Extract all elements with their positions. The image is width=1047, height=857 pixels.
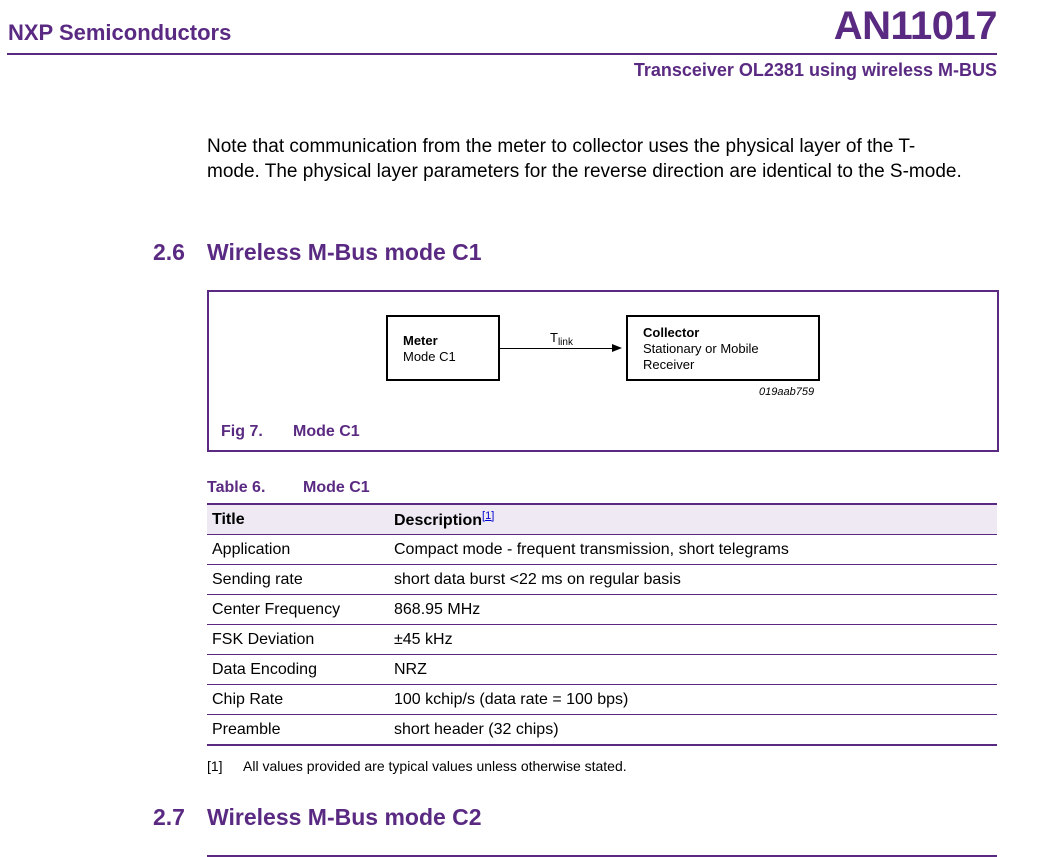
collector-title: Collector [643,325,700,340]
link-label: $T_{link}$ [550,330,573,348]
section-heading-2-7 [153,804,482,831]
table-caption-title: Mode C1 [303,479,370,496]
collector-line-2: Receiver [643,357,695,372]
figure-code: 019aab759 [759,386,815,398]
row-title: Chip Rate [207,685,389,715]
table-footnote [207,758,627,774]
link-arrow-line [500,348,614,349]
table-header-row [207,504,997,535]
figure-caption-title: Mode C1 [293,423,360,440]
meter-title: Meter [403,333,438,348]
table-caption [207,479,370,497]
header-description: Description[1] [389,504,997,535]
row-description: 868.95 MHz [389,595,997,625]
table-row [207,715,997,746]
header-divider [7,53,997,55]
meter-subtitle: Mode C1 [403,349,456,364]
table-row [207,535,997,565]
footnote-text: All values provided are typical values unless otherwise stated. [243,758,627,774]
document-subtitle: Transceiver OL2381 using wireless M-BUS [633,60,997,80]
table-row [207,565,997,595]
row-description: 100 kchip/s (data rate = 100 bps) [389,685,997,715]
collector-line-1: Stationary or Mobile [643,341,759,356]
row-description: NRZ [389,655,997,685]
figure-mode-c1 [207,290,999,452]
intro-paragraph: Note that communication from the meter to collector uses the physical layer of the T-mode. The physical layer parameters for the reverse direction are identical to the S-mode. [207,136,962,182]
row-title: Data Encoding [207,655,389,685]
section-number: 2.6 [153,239,185,265]
company-name: NXP Semiconductors [8,20,232,45]
arrowhead-icon [612,344,622,352]
mode-c1-table [207,503,997,746]
document-id: AN11017 [833,4,997,48]
section-title: Wireless M-Bus mode C2 [207,804,482,830]
footnote-ref: [1] [207,758,223,774]
row-title: Center Frequency [207,595,389,625]
table-caption-label: Table 6. [207,479,266,496]
section-title: Wireless M-Bus mode C1 [207,239,482,265]
table-row [207,625,997,655]
table-row [207,655,997,685]
row-description: short header (32 chips) [389,715,997,746]
row-title: Preamble [207,715,389,746]
figure-caption-label: Fig 7. [221,423,263,440]
collector-block [626,315,820,381]
row-description: short data burst <22 ms on regular basis [389,565,997,595]
table-row [207,685,997,715]
section-heading-2-6 [153,239,482,266]
row-description: ±45 kHz [389,625,997,655]
figure-caption [221,423,360,441]
row-title: Application [207,535,389,565]
row-description: Compact mode - frequent transmission, short telegrams [389,535,997,565]
header-title: Title [207,504,389,535]
meter-block [386,315,500,381]
row-title: Sending rate [207,565,389,595]
footnote-link[interactable]: [1] [482,509,495,522]
table-row [207,595,997,625]
row-title: FSK Deviation [207,625,389,655]
section-number: 2.7 [153,804,185,830]
